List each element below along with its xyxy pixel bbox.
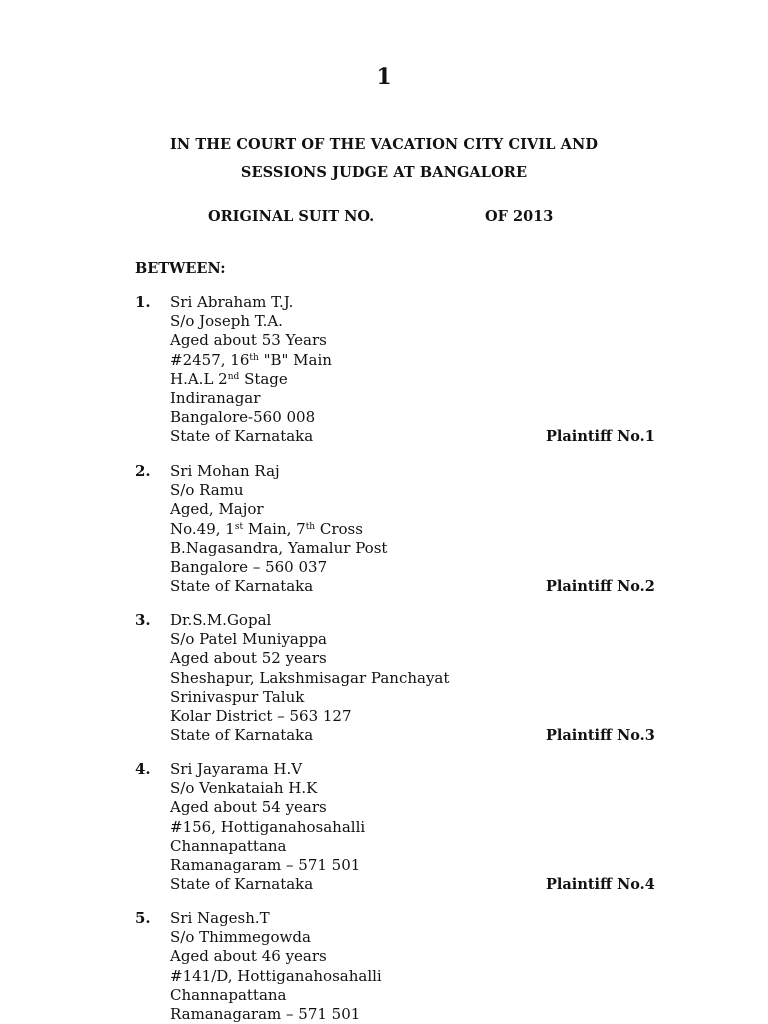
party-address-line: B.Nagasandra, Yamalur Post	[170, 538, 388, 557]
party-number: 3.	[135, 611, 151, 629]
party-state: State of Karnataka	[170, 577, 314, 596]
court-heading-line-2: SESSIONS JUDGE AT BANGALORE	[240, 164, 528, 181]
party-state: State of Karnataka	[170, 875, 314, 894]
party-address-line: #2457, 16th "B" Main	[170, 350, 332, 369]
party-address-line: Kolar District – 563 127	[170, 707, 352, 726]
party-state: State of Karnataka	[170, 726, 314, 745]
party-address	[170, 760, 365, 894]
party-name: Sri Nagesh.T	[170, 909, 270, 927]
party-age: Aged about 53 Years	[170, 331, 327, 350]
party-address-line: Indiranagar	[170, 389, 261, 408]
party-address-line: Sheshapur, Lakshmisagar Panchayat	[170, 668, 450, 687]
party-age: Aged about 52 years	[170, 649, 327, 668]
suit-year: OF 2013	[485, 208, 554, 225]
between-label: BETWEEN:	[135, 260, 226, 277]
party-name: Dr.S.M.Gopal	[170, 611, 272, 629]
party-address	[170, 611, 449, 745]
party-address-line: Ramanagaram – 571 501	[170, 1005, 361, 1024]
party-address-line: Bangalore – 560 037	[170, 558, 328, 577]
party-address-line: #141/D, Hottiganahosahalli	[170, 966, 382, 985]
party-address	[170, 909, 382, 1024]
party-address-line: Channapattana	[170, 836, 287, 855]
party-name: Sri Mohan Raj	[170, 462, 280, 480]
party-address-line: No.49, 1st Main, 7th Cross	[170, 519, 363, 538]
party-relation: S/o Joseph T.A.	[170, 312, 283, 331]
party-role: Plaintiff No.2	[546, 578, 655, 596]
party-age: Aged about 46 years	[170, 947, 327, 966]
party-age: Aged, Major	[170, 500, 264, 519]
party-relation: S/o Venkataiah H.K	[170, 779, 318, 798]
party-number: 5.	[135, 909, 151, 927]
party-relation: S/o Ramu	[170, 481, 244, 500]
court-heading-line-1: IN THE COURT OF THE VACATION CITY CIVIL AND	[169, 136, 599, 153]
party-relation: S/o Thimmegowda	[170, 928, 311, 947]
party-state: State of Karnataka	[170, 427, 314, 446]
party-address-line: Channapattana	[170, 985, 287, 1004]
party-address-line: Ramanagaram – 571 501	[170, 856, 361, 875]
party-number: 1.	[135, 293, 151, 311]
party-role: Plaintiff No.1	[546, 428, 655, 446]
party-number: 4.	[135, 760, 151, 778]
suit-number-label: ORIGINAL SUIT NO.	[208, 208, 375, 225]
party-address-line: Bangalore-560 008	[170, 408, 316, 427]
party-age: Aged about 54 years	[170, 798, 327, 817]
party-name: Sri Abraham T.J.	[170, 293, 294, 311]
party-address	[170, 293, 332, 447]
page-number: 1	[376, 64, 392, 90]
party-relation: S/o Patel Muniyappa	[170, 630, 328, 649]
party-address-line: Srinivaspur Taluk	[170, 687, 305, 706]
party-address	[170, 462, 387, 596]
party-role: Plaintiff No.4	[546, 876, 655, 894]
party-name: Sri Jayarama H.V	[170, 760, 303, 778]
party-address-line: #156, Hottiganahosahalli	[170, 817, 366, 836]
party-address-line: H.A.L 2nd Stage	[170, 369, 288, 388]
party-number: 2.	[135, 462, 151, 480]
party-role: Plaintiff No.3	[546, 727, 655, 745]
